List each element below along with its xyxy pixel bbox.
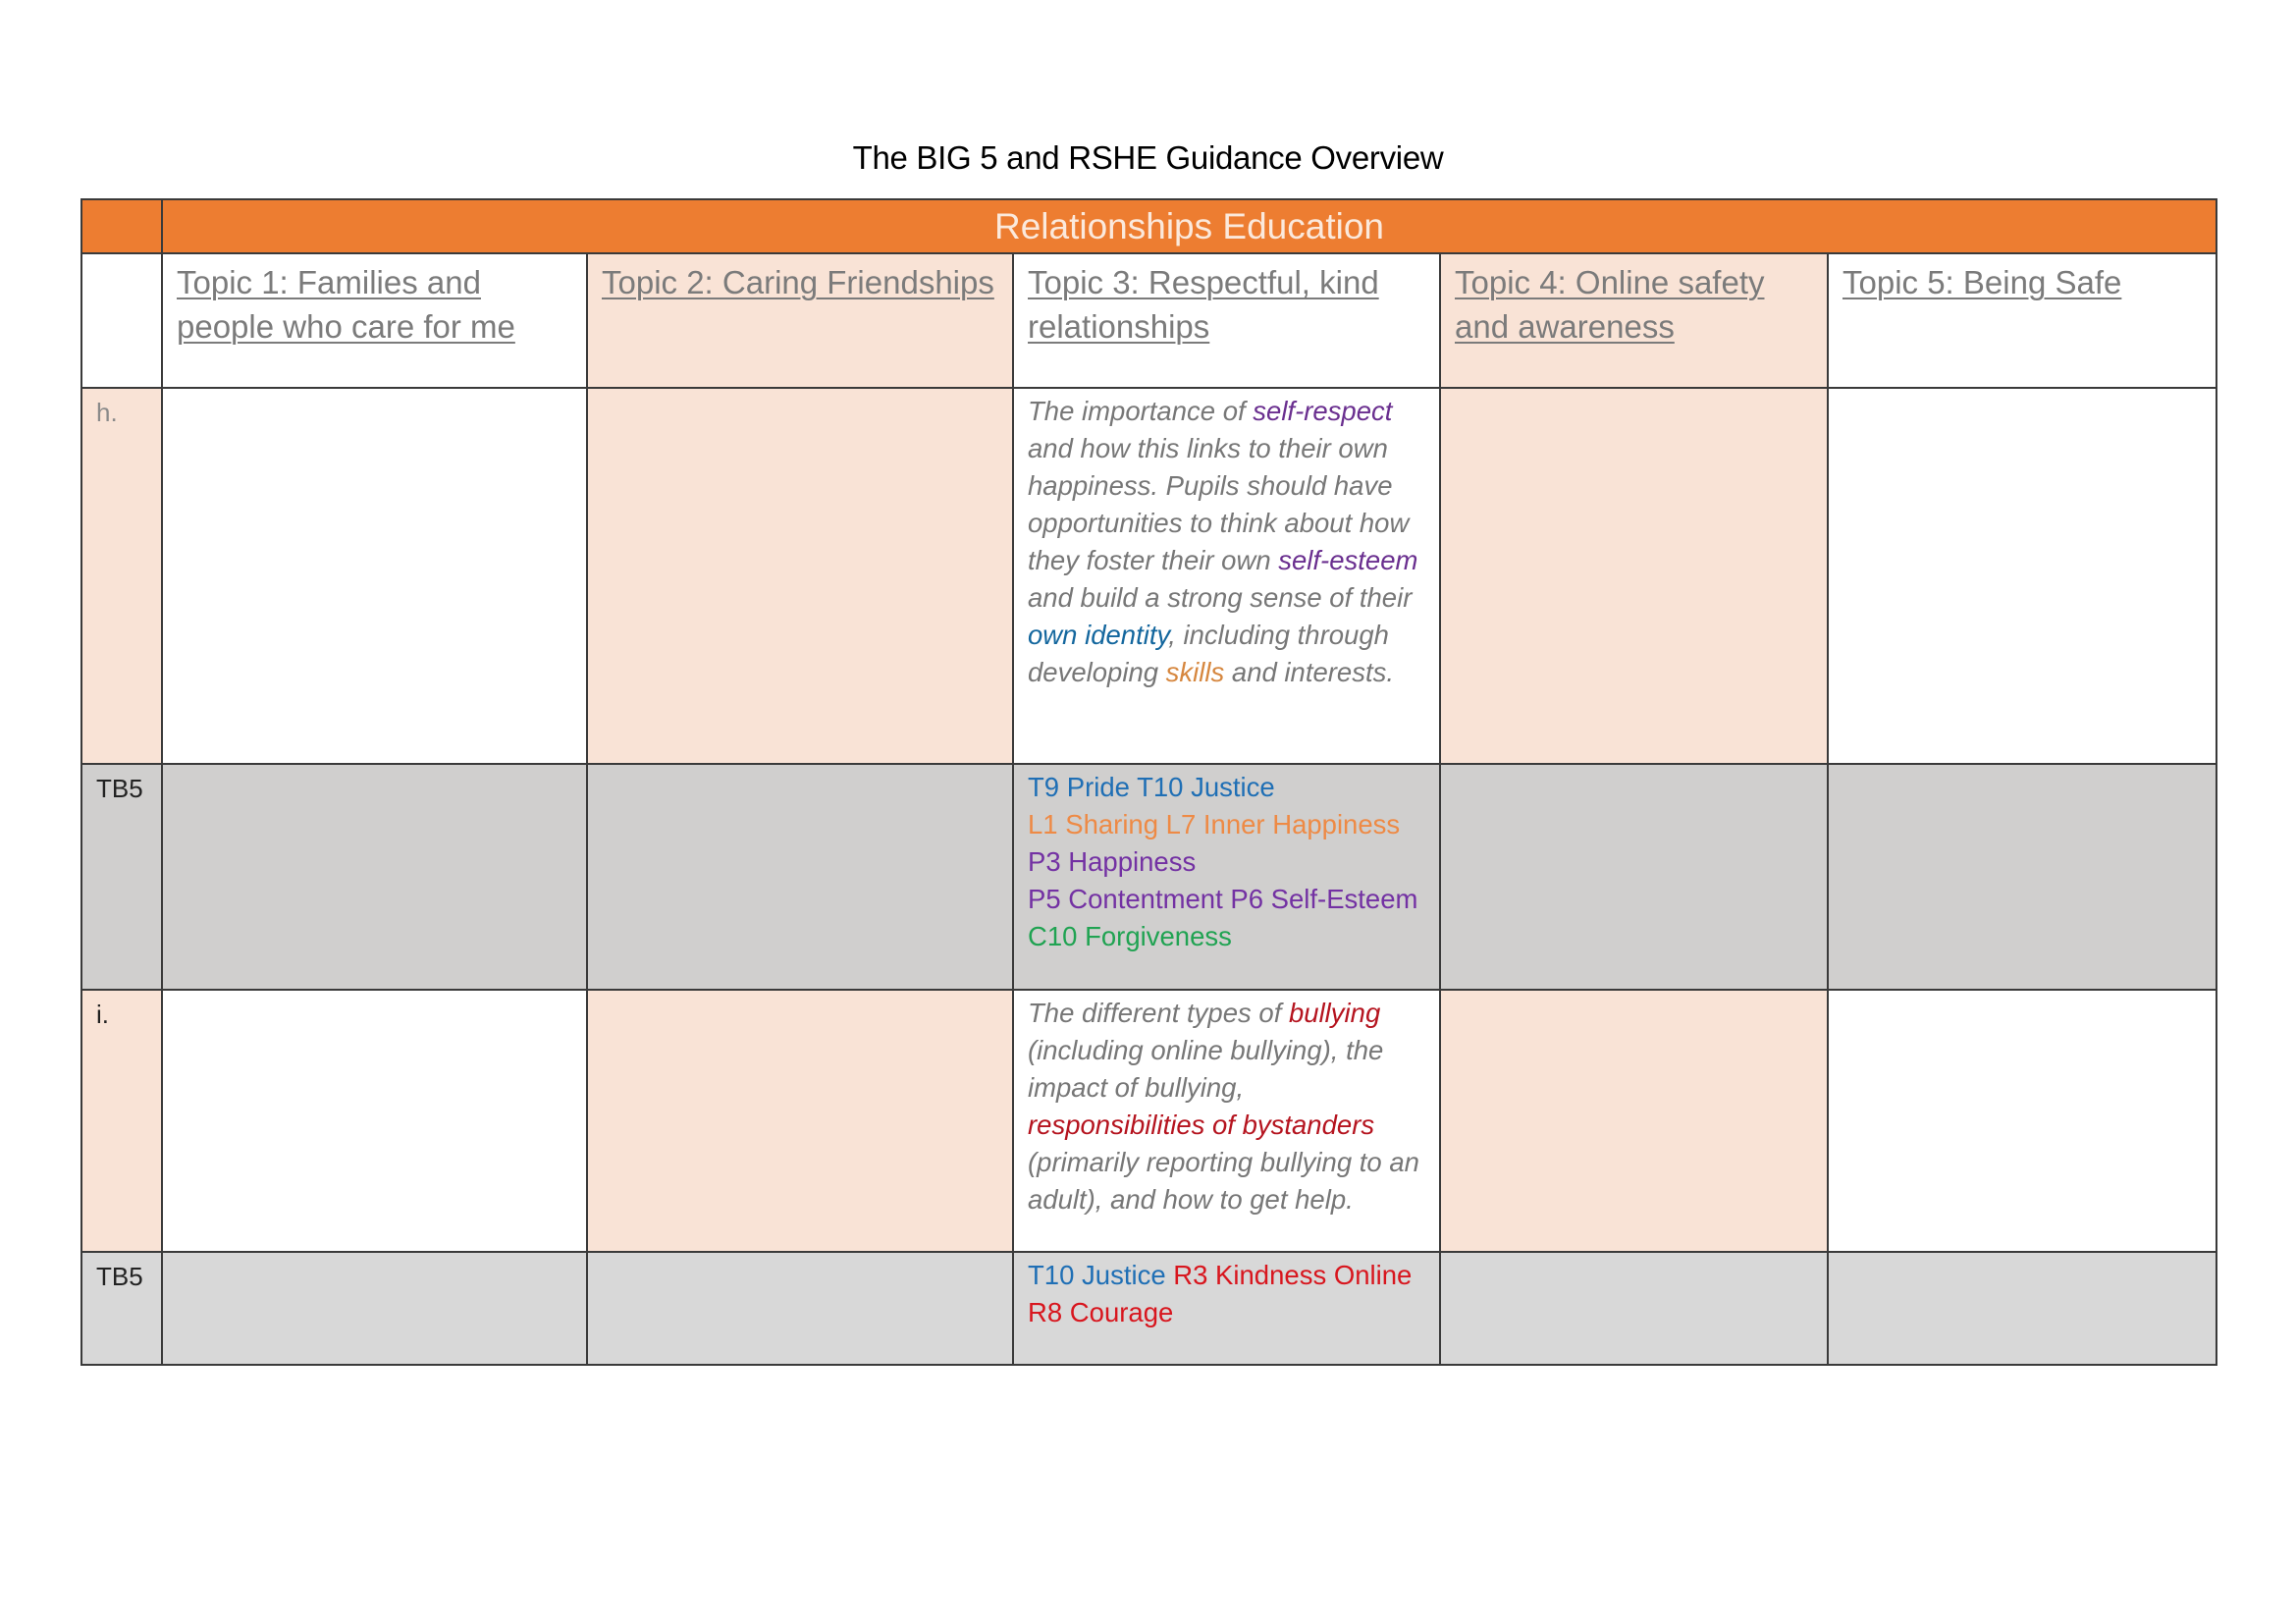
guidance-segment: The importance of — [1028, 396, 1254, 426]
keyword-bullying: bullying — [1288, 998, 1381, 1028]
banner-cell — [162, 199, 2216, 253]
topic-link-1[interactable]: Topic 1: Families and people who care for me — [177, 264, 515, 345]
table-row-tb5 — [81, 764, 2216, 990]
row-label: h. — [96, 398, 118, 427]
big5-link-line: P3 Happiness — [1028, 846, 1197, 877]
topic1-cell — [162, 764, 587, 990]
guidance-segment: (including online bullying), the impact of bullying, — [1028, 1035, 1384, 1103]
big5-link-line: C10 Forgiveness — [1028, 921, 1232, 951]
guidance-segment: and build a strong sense of their — [1028, 582, 1413, 613]
row-label-cell — [81, 990, 162, 1252]
rshe-overview-table — [80, 198, 2217, 1366]
topic3-cell — [1013, 388, 1440, 764]
guidance-segment: and interests. — [1224, 657, 1394, 687]
topic2-cell — [587, 764, 1013, 990]
keyword-own-identity: own identity — [1028, 620, 1169, 650]
topic3-cell — [1013, 764, 1440, 990]
keyword-self-respect: self-respect — [1253, 396, 1393, 426]
big5-link-line: P5 Contentment P6 Self-Esteem — [1028, 884, 1418, 914]
topic2-cell — [587, 990, 1013, 1252]
topic-link-4[interactable]: Topic 4: Online safety and awareness — [1455, 264, 1765, 345]
row-label: TB5 — [96, 1262, 143, 1291]
topic-header-3 — [1013, 253, 1440, 388]
big5-link-line: R3 Kindness Online — [1173, 1260, 1413, 1290]
big5-link-line: T10 Justice — [1028, 1260, 1166, 1290]
big5-link-line: T9 Pride T10 Justice — [1028, 772, 1275, 802]
keyword-self-esteem: self-esteem — [1278, 545, 1418, 575]
big5-links — [1014, 765, 1439, 959]
topic4-cell — [1440, 1252, 1828, 1365]
big5-link-line: R8 Courage — [1028, 1297, 1174, 1327]
document-title: The BIG 5 and RSHE Guidance Overview — [852, 139, 1444, 176]
topic4-cell — [1440, 990, 1828, 1252]
row-label-cell — [81, 764, 162, 990]
guidance-segment: , including through developing — [1028, 620, 1389, 687]
topic1-cell — [162, 388, 587, 764]
topic-corner-cell — [81, 253, 162, 388]
row-label-cell — [81, 1252, 162, 1365]
guidance-segment: (primarily reporting bullying to an adult), and how to get help. — [1028, 1147, 1419, 1215]
table-row-i — [81, 990, 2216, 1252]
topic5-cell — [1828, 388, 2216, 764]
topic3-cell — [1013, 990, 1440, 1252]
topic5-cell — [1828, 764, 2216, 990]
topic5-cell — [1828, 1252, 2216, 1365]
topic1-cell — [162, 990, 587, 1252]
section-heading: Relationships Education — [994, 206, 1384, 246]
guidance-segment: The different types of — [1028, 998, 1289, 1028]
topic-link-5[interactable]: Topic 5: Being Safe — [1842, 264, 2122, 300]
banner-row — [81, 199, 2216, 253]
banner-corner-cell — [81, 199, 162, 253]
topic4-cell — [1440, 388, 1828, 764]
row-label: i. — [96, 1000, 109, 1029]
topic3-cell — [1013, 1252, 1440, 1365]
topic2-cell — [587, 1252, 1013, 1365]
guidance-text — [1014, 991, 1439, 1222]
topic-header-5 — [1828, 253, 2216, 388]
topic-link-2[interactable]: Topic 2: Caring Friendships — [602, 264, 994, 300]
topic5-cell — [1828, 990, 2216, 1252]
keyword-bystanders: responsibilities of bystanders — [1028, 1110, 1375, 1140]
keyword-skills: skills — [1165, 657, 1225, 687]
topic-header-row — [81, 253, 2216, 388]
topic2-cell — [587, 388, 1013, 764]
topic-header-4 — [1440, 253, 1828, 388]
big5-links — [1014, 1253, 1439, 1335]
topic-header-1 — [162, 253, 587, 388]
big5-link-line: L1 Sharing L7 Inner Happiness — [1028, 809, 1401, 839]
table-row-h — [81, 388, 2216, 764]
guidance-text — [1014, 389, 1439, 695]
row-label-cell — [81, 388, 162, 764]
topic1-cell — [162, 1252, 587, 1365]
table-row-tb5 — [81, 1252, 2216, 1365]
topic-link-3[interactable]: Topic 3: Respectful, kind relationships — [1028, 264, 1379, 345]
topic-header-2 — [587, 253, 1013, 388]
topic4-cell — [1440, 764, 1828, 990]
row-label: TB5 — [96, 774, 143, 803]
guidance-segment: and how this links to their own happiness. Pupils should have opportunities to think about how they foster their own — [1028, 433, 1410, 575]
